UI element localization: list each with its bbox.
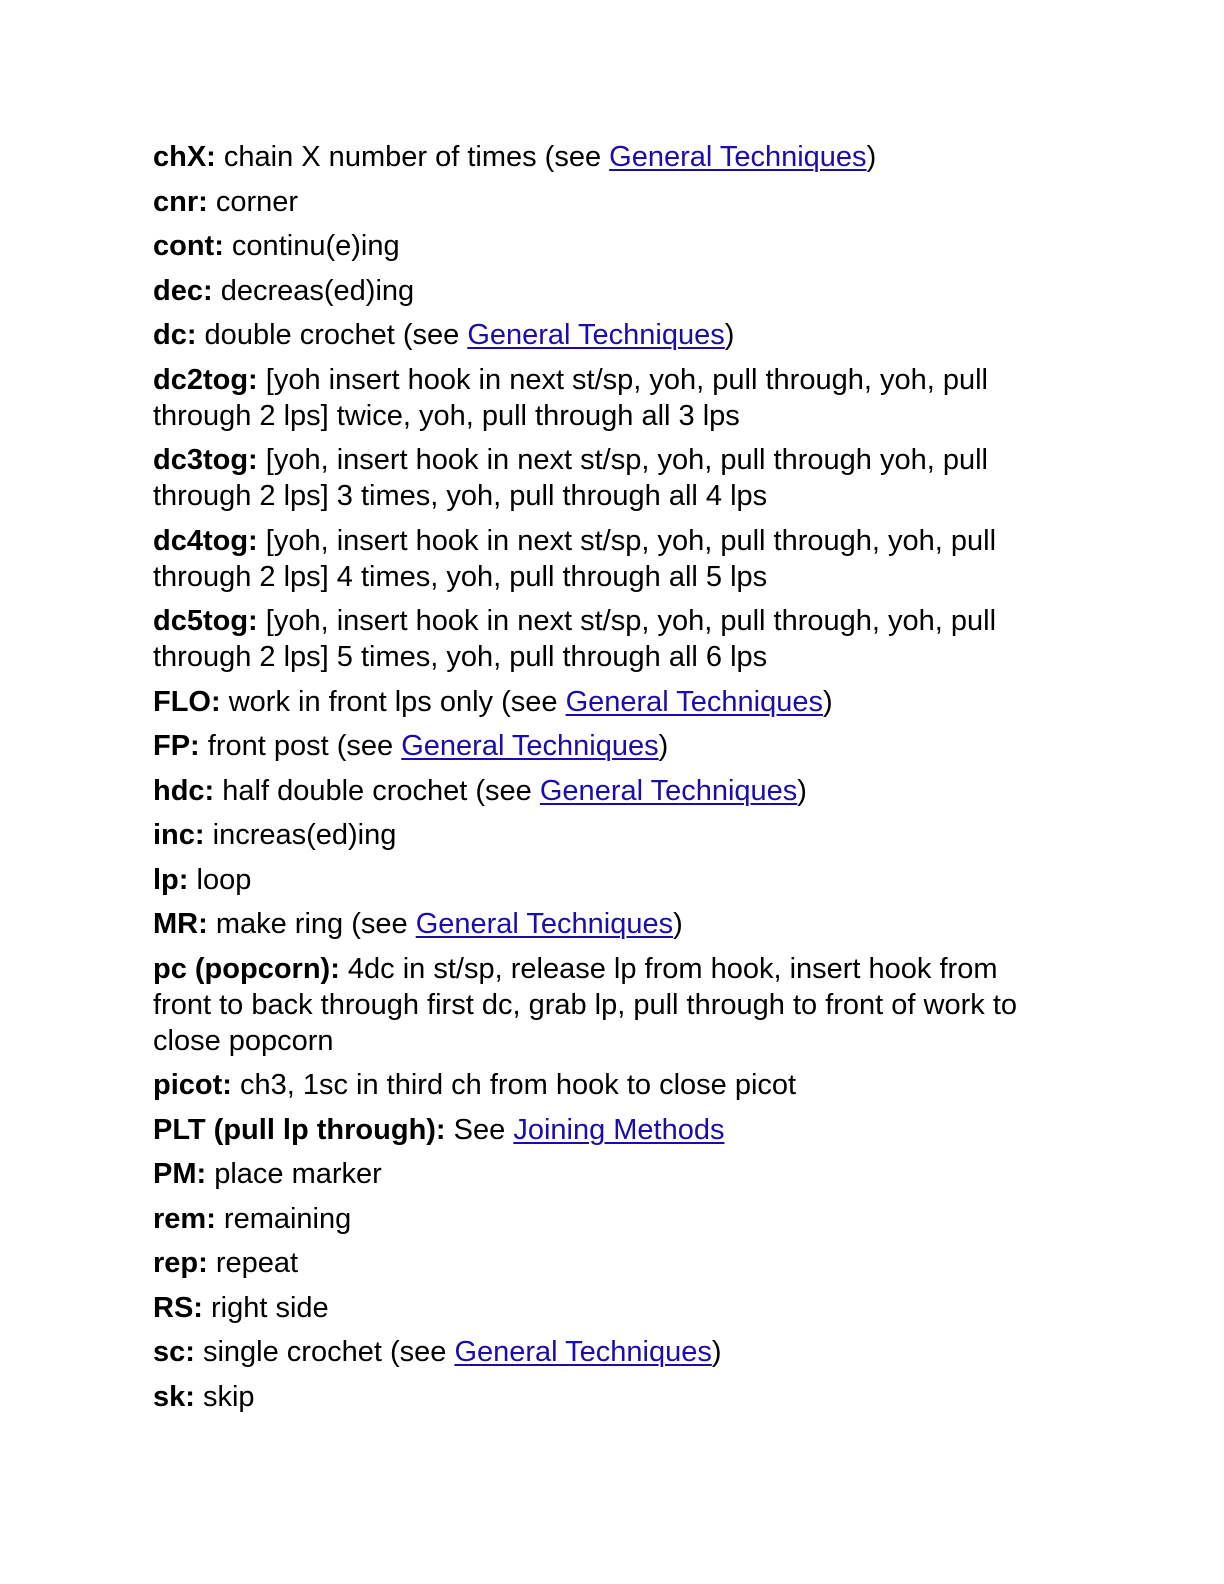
abbrev-definition: double crochet (see — [196, 319, 468, 351]
general-techniques-link[interactable]: General Techniques — [467, 319, 725, 351]
general-techniques-link[interactable]: General Techniques — [454, 1336, 712, 1368]
abbrev-term: rem: — [153, 1202, 216, 1235]
abbrev-entry-sk — [153, 1379, 1058, 1415]
abbrev-definition: increas(ed)ing — [204, 819, 397, 851]
abbrev-entry-rs — [153, 1290, 1058, 1326]
abbrev-definition: [yoh, insert hook in next st/sp, yoh, pull through yoh, pull through 2 lps] 3 times, yoh, pull through all 4 lps — [153, 444, 988, 512]
abbrev-definition-end: ) — [673, 908, 683, 940]
abbrev-definition: 4dc in st/sp, release lp from hook, insert hook from front to back through first dc, grab lp, pull through to front of work to close popcorn — [153, 952, 1018, 1057]
abbrev-entry-picot — [153, 1067, 1058, 1103]
abbrev-entry-dc5tog — [153, 603, 1058, 675]
abbrev-definition: [yoh, insert hook in next st/sp, yoh, pull through, yoh, pull through 2 lps] 4 times, yoh, pull through all 5 lps — [153, 524, 997, 593]
abbrev-term: FLO: — [153, 685, 221, 718]
abbrev-term: PM: — [153, 1158, 207, 1190]
abbrev-definition: See — [445, 1113, 514, 1146]
general-techniques-link[interactable]: General Techniques — [415, 908, 674, 940]
abbrev-definition: place marker — [206, 1158, 382, 1190]
abbrev-entry-rem — [153, 1201, 1058, 1237]
abbrev-definition: corner — [207, 185, 299, 218]
abbrev-term: dc: — [153, 319, 197, 351]
abbrev-entry-plt — [153, 1112, 1058, 1148]
abbrev-term: cnr: — [153, 185, 208, 218]
abbrev-entry-hdc — [153, 773, 1058, 809]
abbrev-entry-lp — [153, 862, 1058, 898]
abbrev-definition-end: ) — [797, 774, 807, 807]
abbrev-definition: work in front lps only (see — [220, 685, 566, 718]
abbrev-definition: right side — [202, 1291, 329, 1324]
abbrev-term: dc3tog: — [153, 444, 258, 476]
abbrev-definition: continu(e)ing — [223, 230, 400, 262]
abbrev-entry-chx — [153, 139, 1058, 175]
abbrev-definition: repeat — [207, 1247, 299, 1279]
abbrev-definition: ch3, 1sc in third ch from hook to close picot — [231, 1069, 797, 1101]
abbrev-entry-dc4tog — [153, 523, 1058, 595]
abbrev-entry-cont — [153, 228, 1058, 264]
abbrev-entry-rep — [153, 1245, 1058, 1281]
abbrev-entry-dc — [153, 317, 1058, 353]
abbrev-entry-sc — [153, 1334, 1058, 1370]
abbrev-definition: single crochet (see — [194, 1336, 455, 1368]
abbrev-term: FP: — [153, 730, 200, 762]
abbrev-definition: remaining — [215, 1202, 352, 1235]
abbrev-definition: skip — [194, 1380, 255, 1413]
abbrev-term: PLT (pull lp through): — [153, 1113, 446, 1146]
abbrev-entry-fp — [153, 728, 1058, 764]
abbrev-term: sc: — [153, 1336, 195, 1368]
abbrev-term: hdc: — [153, 774, 215, 807]
abbrev-term: pc (popcorn): — [153, 952, 340, 985]
abbrev-definition-end: ) — [724, 319, 735, 351]
abbrev-term: lp: — [153, 863, 189, 896]
abbrev-entry-pm — [153, 1156, 1058, 1192]
abbrev-definition: make ring (see — [207, 908, 416, 940]
abbrev-definition-end: ) — [823, 685, 833, 718]
abbrev-term: cont: — [153, 230, 224, 262]
abbrev-term: rep: — [153, 1247, 208, 1279]
general-techniques-link[interactable]: General Techniques — [401, 730, 659, 762]
abbrev-term: dc4tog: — [153, 524, 258, 557]
abbrev-entry-flo — [153, 684, 1058, 720]
abbrev-entry-inc — [153, 817, 1058, 853]
abbrev-definition: half double crochet (see — [214, 774, 540, 807]
abbrev-entry-mr — [153, 906, 1058, 942]
abbrev-definition: chain X number of times (see — [215, 141, 610, 173]
abbrev-definition: decreas(ed)ing — [212, 274, 415, 307]
abbrev-term: sk: — [153, 1380, 195, 1413]
general-techniques-link[interactable]: General Techniques — [539, 774, 798, 807]
abbreviations-list — [153, 139, 1058, 1423]
abbrev-entry-dc2tog — [153, 362, 1058, 434]
general-techniques-link[interactable]: General Techniques — [565, 685, 823, 718]
abbrev-definition-end: ) — [866, 141, 877, 173]
abbrev-definition: loop — [188, 863, 252, 896]
abbrev-term: dec: — [153, 274, 213, 307]
abbrev-term: inc: — [153, 819, 205, 851]
abbrev-entry-cnr — [153, 184, 1058, 220]
abbrev-term: RS: — [153, 1291, 203, 1324]
abbrev-definition: [yoh insert hook in next st/sp, yoh, pull through, yoh, pull through 2 lps] twice, yoh, pull through all 3 lps — [153, 363, 988, 432]
abbrev-definition: [yoh, insert hook in next st/sp, yoh, pull through, yoh, pull through 2 lps] 5 times, yoh, pull through all 6 lps — [153, 605, 997, 673]
abbrev-entry-dc3tog — [153, 442, 1058, 514]
abbrev-definition-end: ) — [658, 730, 669, 762]
abbrev-term: MR: — [153, 908, 208, 940]
abbrev-entry-dec — [153, 273, 1058, 309]
abbrev-term: chX: — [153, 141, 216, 173]
joining-methods-link[interactable]: Joining Methods — [513, 1113, 725, 1146]
general-techniques-link[interactable]: General Techniques — [609, 141, 867, 173]
abbrev-definition-end: ) — [711, 1336, 722, 1368]
abbrev-definition: front post (see — [199, 730, 402, 762]
abbrev-term: dc5tog: — [153, 605, 258, 637]
abbrev-term: dc2tog: — [153, 363, 258, 396]
abbrev-entry-pc — [153, 951, 1058, 1059]
abbrev-term: picot: — [153, 1069, 232, 1101]
